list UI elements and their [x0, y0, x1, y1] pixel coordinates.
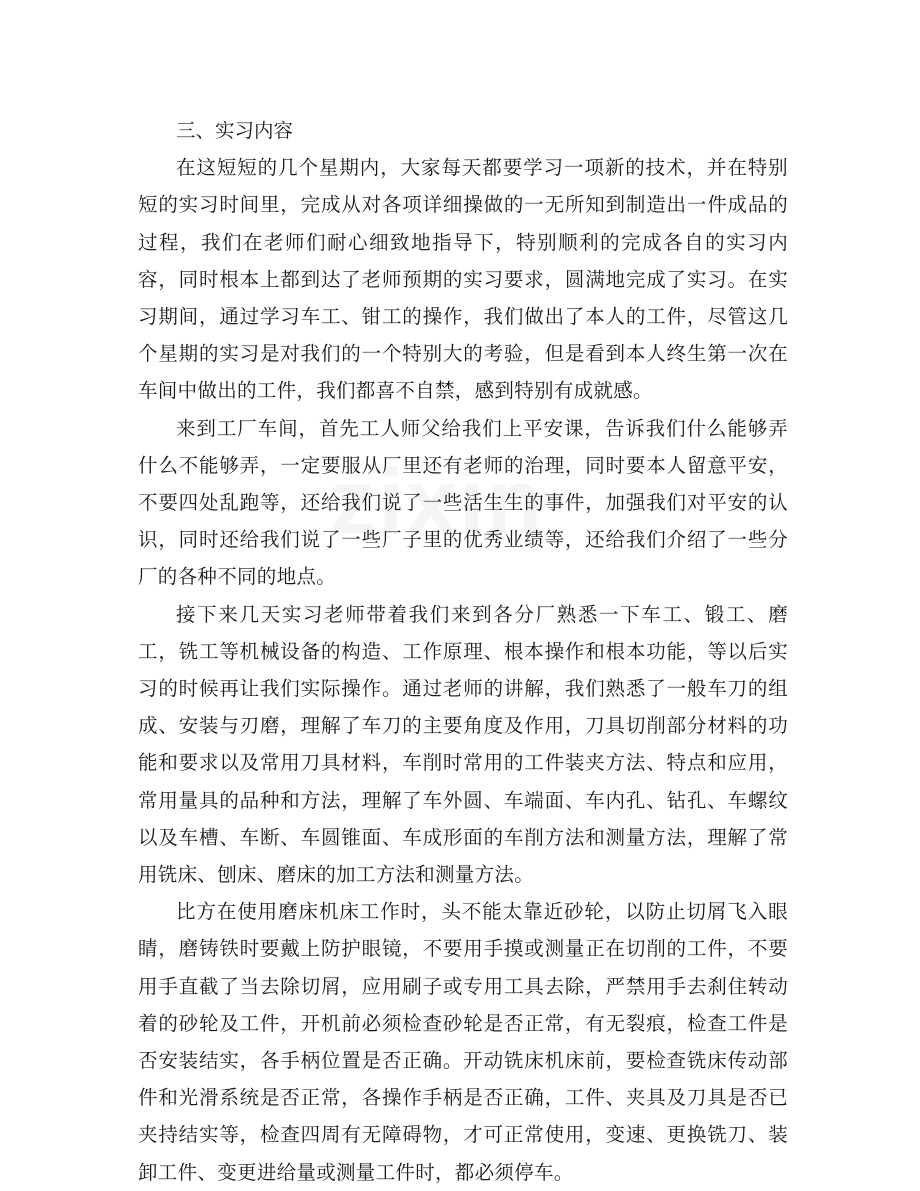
- paragraph-1: 在这短短的几个星期内，大家每天都要学习一项新的技术，并在特别短的实习时间里，完成从对各项详细操做的一无所知到制造出一件成品的过程，我们在老师们耐心细致地指导下，特别顺利的完成各自的实习内容，同时根本上都到达了老师预期的实习要求，圆满地完成了实习。在实习期间，通过学习车工、钳工的操作，我们做出了本人的工件，尽管这几个星期的实习是对我们的一个特别大的考验，但是看到本人终生第一次在车间中做出的工件，我们都喜不自禁，感到特别有成就感。: [138, 156, 788, 403]
- section-heading: 三、实习内容: [176, 119, 294, 142]
- paragraph-4: 比方在使用磨床机床工作时，头不能太靠近砂轮，以防止切屑飞入眼睛，磨铸铁时要戴上防护眼镜，不要用手摸或测量正在切削的工件，不要用手直截了当去除切屑，应用刷子或专用工具去除，严禁用手去刹住转动着的砂轮及工件，开机前必须检查砂轮是否正常，有无裂痕，检查工件是否安装结实，各手柄位置是否正确。开动铣床机床前，要检查铣床传动部件和光滑系统是否正常，各操作手柄是否正确，工件、夹具及刀具是否已夹持结实等，检查四周有无障碍物，才可正常使用，变速、更换铣刀、装卸工件、变更进给量或测量工件时，都必须停车。: [138, 900, 788, 1184]
- document-body: [138, 112, 788, 1191]
- paragraph-3: 接下来几天实习老师带着我们来到各分厂熟悉一下车工、锻工、磨工，铣工等机械设备的构造、工作原理、根本操作和根本功能，等以后实习的时候再让我们实际操作。通过老师的讲解，我们熟悉了一般车刀的组成、安装与刃磨，理解了车刀的主要角度及作用，刀具切削部分材料的功能和要求以及常用刀具材料，车削时常用的工件装夹方法、特点和应用，常用量具的品种和方法，理解了车外圆、车端面、车内孔、钻孔、车螺纹以及车槽、车断、车圆锥面、车成形面的车削方法和测量方法，理解了常用铣床、刨床、磨床的加工方法和测量方法。: [138, 602, 788, 887]
- paragraph-2: 来到工厂车间，首先工人师父给我们上平安课，告诉我们什么能够弄什么不能够弄，一定要服从厂里还有老师的治理，同时要本人留意平安，不要四处乱跑等，还给我们说了一些活生生的事件，加强我们对平安的认识，同时还给我们说了一些厂子里的优秀业绩等，还给我们介绍了一些分厂的各种不同的地点。: [138, 416, 788, 589]
